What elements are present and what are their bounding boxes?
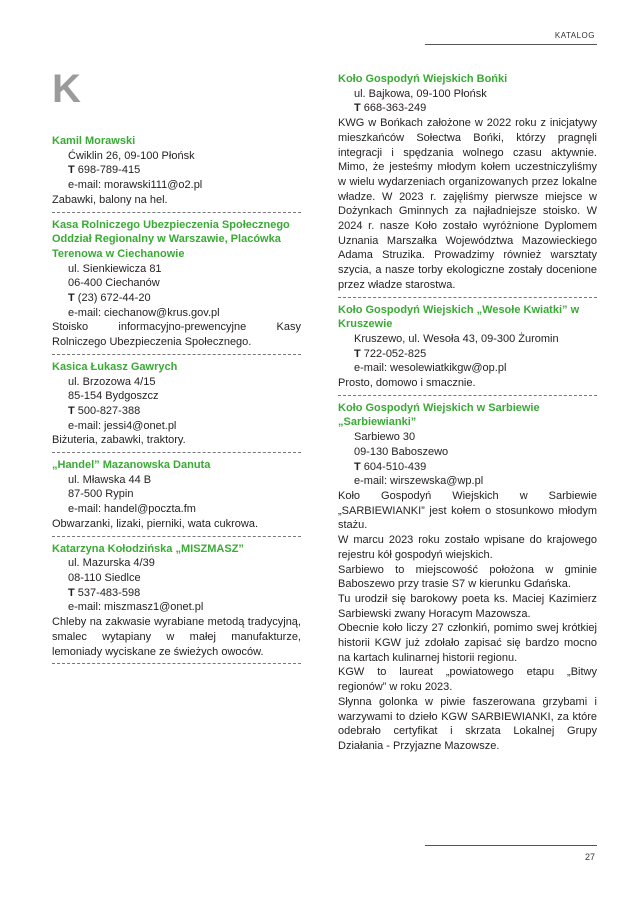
- entry-name: Koło Gospodyń Wiejskich w Sarbiewie „Sarbiewianki”: [338, 401, 540, 429]
- phone-label: T: [68, 404, 75, 417]
- entry-email: e-mail: jessi4@onet.pl: [68, 419, 177, 432]
- entry-phone: [338, 347, 597, 362]
- entry-phone: [52, 404, 301, 419]
- entry-address-line: ul. Mazurska 4/39: [68, 557, 155, 570]
- description-paragraph: W marcu 2023 roku zostało wpisane do krajowego rejestru kół gospodyń wiejskich.: [338, 534, 597, 561]
- catalog-entry: [338, 395, 597, 758]
- footer-rule: [425, 845, 597, 846]
- entry-name: „Handel” Mazanowska Danuta: [52, 459, 211, 472]
- description-paragraph: Słynna golonka w piwie faszerowana grzybami i warzywami to dzieło KGW SARBIEWIANKI, za które odebrało certyfikat i skrzata Lokalnej Grupy Działania - Przyjazne Mazowsze.: [338, 695, 597, 752]
- entry-name: Kasa Rolniczego Ubezpieczenia Społecznego Oddział Regionalny w Warszawie, Placówka Terenowa w Ciechanowie: [52, 218, 290, 260]
- description-paragraph: KGW to laureat „powiatowego etapu „Bitwy regionów” w roku 2023.: [338, 666, 597, 694]
- description-paragraph: KWG w Bońkach założone w 2022 roku z inicjatywy mieszkańców Sołectwa Bońki, którzy pragnęli integracji i spędzania wolnego czasu aktywnie. Mimo, że jesteśmy młodym kołem uczestniczyliśmy w wielu wydarzeniach organizowanych przez lokalne władze. W 2023 r. zajęliśmy pierwsze miejsce w Dożynkach Gminnych za najładniejsze stoisko. W 2024 r. nasze Koło zostało wyróżnione Dyplomem Uznania Marszałka Województwa Mazowieckiego Adama Struzika. Prowadzimy również warsztaty szycia, a nasze torby ekologiczne zostały docenione przez władze starostwa.: [338, 117, 597, 291]
- description-paragraph: Zabawki, balony na hel.: [52, 193, 168, 206]
- entry-description: [52, 193, 301, 208]
- entry-address-line: ul. Sienkiewicza 81: [68, 262, 162, 275]
- entry-address-line: Kruszewo, ul. Wesoła 43, 09-300 Żuromin: [354, 332, 559, 345]
- phone-number: 537-483-598: [77, 586, 141, 599]
- description-paragraph: Obwarzanki, lizaki, pierniki, wata cukrowa.: [52, 517, 259, 530]
- right-column: [338, 72, 597, 758]
- entry-address-line: ul. Mławska 44 B: [68, 473, 152, 486]
- page-number: 27: [584, 852, 595, 862]
- phone-label: T: [68, 292, 75, 305]
- phone-number: 698-789-415: [77, 164, 141, 177]
- entry-address-line: Ćwiklin 26, 09-100 Płońsk: [68, 149, 195, 162]
- entry-name: Koło Gospodyń Wiejskich „Wesołe Kwiatki” w Kruszewie: [338, 303, 580, 331]
- entry-description: [338, 116, 597, 292]
- phone-number: (23) 672-44-20: [77, 292, 151, 305]
- phone-label: T: [354, 460, 361, 473]
- entry-email: e-mail: miszmasz1@onet.pl: [68, 601, 204, 614]
- entry-description: [52, 517, 301, 532]
- entry-description: [52, 320, 301, 349]
- entry-phone: [52, 163, 301, 178]
- entry-address-line: 87-500 Rypin: [68, 488, 134, 501]
- column-end-rule: [52, 663, 301, 664]
- description-paragraph: Prosto, domowo i smacznie.: [338, 377, 476, 390]
- entry-address-line: ul. Brzozowa 4/15: [68, 375, 156, 388]
- entry-address-line: Sarbiewo 30: [354, 431, 416, 444]
- phone-label: T: [354, 347, 361, 360]
- entry-email: e-mail: morawski111@o2.pl: [68, 179, 203, 192]
- phone-number: 604-510-439: [363, 460, 427, 473]
- entry-description: [52, 615, 301, 659]
- entry-phone: [338, 460, 597, 475]
- running-header: KATALOG: [554, 31, 595, 40]
- catalog-entry: [338, 297, 597, 395]
- description-paragraph: Tu urodził się barokowy poeta ks. Maciej Kazimierz Sarbiewski zwany Horacym Mazowsza.: [338, 592, 597, 620]
- entry-description: [338, 489, 597, 754]
- catalog-entry: [52, 212, 301, 354]
- entry-description: [52, 433, 301, 448]
- description-paragraph: Koło Gospodyń Wiejskich w Sarbiewie „SARBIEWIANKI” jest kołem o stosunkowo młodym stażu.: [338, 489, 597, 532]
- catalog-entry: [338, 72, 597, 297]
- header-rule: [425, 44, 597, 45]
- entry-address-line: 85-154 Bydgoszcz: [68, 390, 159, 403]
- catalog-entry: [52, 354, 301, 452]
- description-paragraph: Stoisko informacyjno-prewencyjne Kasy Rolniczego Ubezpieczenia Społecznego.: [52, 321, 301, 349]
- phone-label: T: [68, 586, 75, 599]
- description-paragraph: Obecnie koło liczy 27 członkiń, pomimo swej krótkiej historii KGW już zdołało zapisać się bardzo mocno na kartach kulinarnej historii regionu.: [338, 622, 597, 664]
- phone-number: 500-827-388: [77, 404, 141, 417]
- entry-phone: [52, 291, 301, 306]
- catalog-entry: [52, 134, 301, 212]
- entry-name: Koło Gospodyń Wiejskich Bońki: [338, 73, 508, 85]
- entry-email: e-mail: wesolewiatkikgw@op.pl: [354, 362, 507, 375]
- entry-name: Katarzyna Kołodzińska „MISZMASZ”: [52, 542, 244, 555]
- phone-number: 668-363-249: [363, 102, 427, 115]
- left-column: [52, 134, 301, 664]
- description-paragraph: Biżuteria, zabawki, traktory.: [52, 434, 186, 447]
- entry-email: e-mail: wirszewska@wp.pl: [354, 475, 484, 488]
- catalog-entry: [52, 452, 301, 536]
- entry-email: e-mail: handel@poczta.fm: [68, 503, 196, 516]
- description-paragraph: Chleby na zakwasie wyrabiane metodą tradycyjną, smalec wytapiany w małej manufakturze, lemoniady wyciskane ze świeżych owoców.: [52, 616, 301, 658]
- entry-description: [338, 376, 597, 391]
- section-letter: K: [52, 67, 81, 111]
- entry-email: e-mail: ciechanow@krus.gov.pl: [68, 306, 220, 319]
- entry-phone: [338, 101, 597, 116]
- entry-name: Kamil Morawski: [52, 135, 136, 147]
- phone-number: 722-052-825: [363, 347, 427, 360]
- entry-address-line: 06-400 Ciechanów: [68, 277, 160, 290]
- description-paragraph: Sarbiewo to miejscowość położona w gminie Baboszewo przy trasie S7 w kierunku Gdańska.: [338, 563, 597, 591]
- entry-phone: [52, 586, 301, 601]
- phone-label: T: [68, 164, 75, 177]
- catalog-entry: [52, 536, 301, 664]
- entry-name: Kasica Łukasz Gawrych: [52, 360, 178, 373]
- entry-address-line: 09-130 Baboszewo: [354, 445, 449, 458]
- phone-label: T: [354, 102, 361, 115]
- entry-address-line: 08-110 Siedlce: [68, 571, 141, 584]
- entry-address-line: ul. Bajkowa, 09-100 Płońsk: [354, 87, 487, 100]
